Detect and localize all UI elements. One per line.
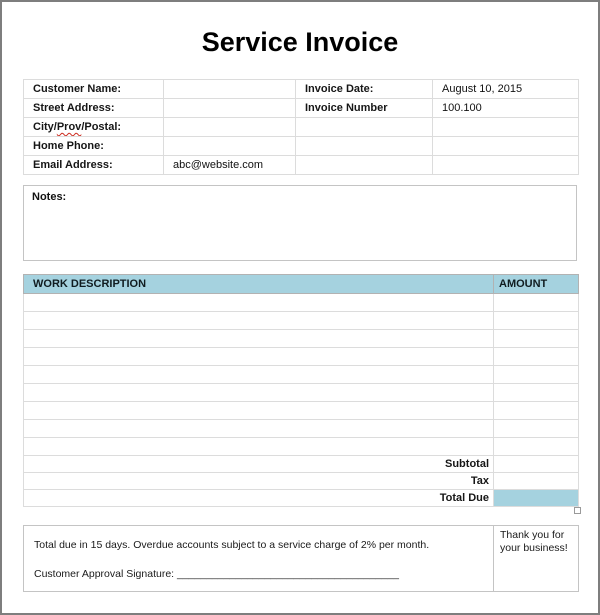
home-phone-value-cell[interactable] [164,137,296,156]
postal-label-part: /Postal: [81,121,122,133]
notes-box[interactable] [23,185,577,261]
terms-text: Total due in 15 days. Overdue accounts subject to a service charge of 2% per month. [34,539,430,551]
tax-label: Tax [24,473,494,490]
work-rows [24,294,579,456]
work-description-cell[interactable] [24,312,494,330]
tax-value-cell[interactable] [494,473,579,490]
empty-cell[interactable] [296,156,433,175]
work-description-cell[interactable] [24,438,494,456]
work-amount-cell[interactable] [494,402,579,420]
street-address-label: Street Address: [24,99,164,118]
work-amount-cell[interactable] [494,384,579,402]
thank-you-note: Thank you for your business! [500,529,568,554]
footer-box [23,525,579,592]
empty-cell[interactable] [433,156,579,175]
work-amount-cell[interactable] [494,312,579,330]
tax-row [24,473,579,490]
amount-header: AMOUNT [494,275,579,294]
work-amount-cell[interactable] [494,330,579,348]
work-amount-cell[interactable] [494,366,579,384]
work-row [24,420,579,438]
email-address-value-cell[interactable]: abc@website.com [164,156,296,175]
invoice-date-value-cell[interactable]: August 10, 2015 [433,80,579,99]
subtotal-row [24,456,579,473]
work-description-cell[interactable] [24,348,494,366]
work-description-cell[interactable] [24,294,494,312]
invoice-number-label: Invoice Number [296,99,433,118]
subtotal-value-cell[interactable] [494,456,579,473]
work-row [24,438,579,456]
work-row [24,294,579,312]
signature-label: Customer Approval Signature: [34,568,175,580]
work-description-cell[interactable] [24,402,494,420]
work-row [24,348,579,366]
work-row [24,402,579,420]
resize-handle[interactable] [574,507,581,514]
prov-label-part: Prov [56,121,82,133]
footer-terms-cell [24,526,494,592]
work-description-cell[interactable] [24,420,494,438]
work-table-header-row [24,275,579,294]
signature-line[interactable]: ______________________________________ [177,568,399,580]
work-description-table [23,274,579,507]
work-row [24,384,579,402]
empty-cell[interactable] [433,118,579,137]
work-description-header: WORK DESCRIPTION [24,275,494,294]
signature-row [34,568,485,580]
customer-name-label: Customer Name: [24,80,164,99]
table-row [24,156,579,175]
work-amount-cell[interactable] [494,348,579,366]
total-due-value-cell[interactable] [494,490,579,507]
work-amount-cell[interactable] [494,438,579,456]
work-description-cell[interactable] [24,384,494,402]
street-address-value-cell[interactable] [164,99,296,118]
work-description-cell[interactable] [24,366,494,384]
table-row [24,99,579,118]
work-row [24,312,579,330]
empty-cell[interactable] [433,137,579,156]
city-label-part: City/ [33,121,57,133]
empty-cell[interactable] [296,137,433,156]
table-row [24,118,579,137]
footer-row [24,526,579,592]
work-summary [24,456,579,507]
page-title: Service Invoice [201,27,399,57]
total-due-label: Total Due [24,490,494,507]
city-prov-postal-label [24,118,164,137]
work-amount-cell[interactable] [494,294,579,312]
customer-name-value-cell[interactable] [164,80,296,99]
empty-cell[interactable] [296,118,433,137]
subtotal-label: Subtotal [24,456,494,473]
home-phone-label: Home Phone: [24,137,164,156]
table-row [24,80,579,99]
invoice-date-label: Invoice Date: [296,80,433,99]
notes-label: Notes: [32,191,67,203]
email-address-label: Email Address: [24,156,164,175]
customer-info-table [23,79,579,175]
work-row [24,366,579,384]
city-prov-postal-value-cell[interactable] [164,118,296,137]
table-row [24,137,579,156]
work-amount-cell[interactable] [494,420,579,438]
total-due-row [24,490,579,507]
work-row [24,330,579,348]
invoice-number-value-cell[interactable]: 100.100 [433,99,579,118]
work-description-cell[interactable] [24,330,494,348]
